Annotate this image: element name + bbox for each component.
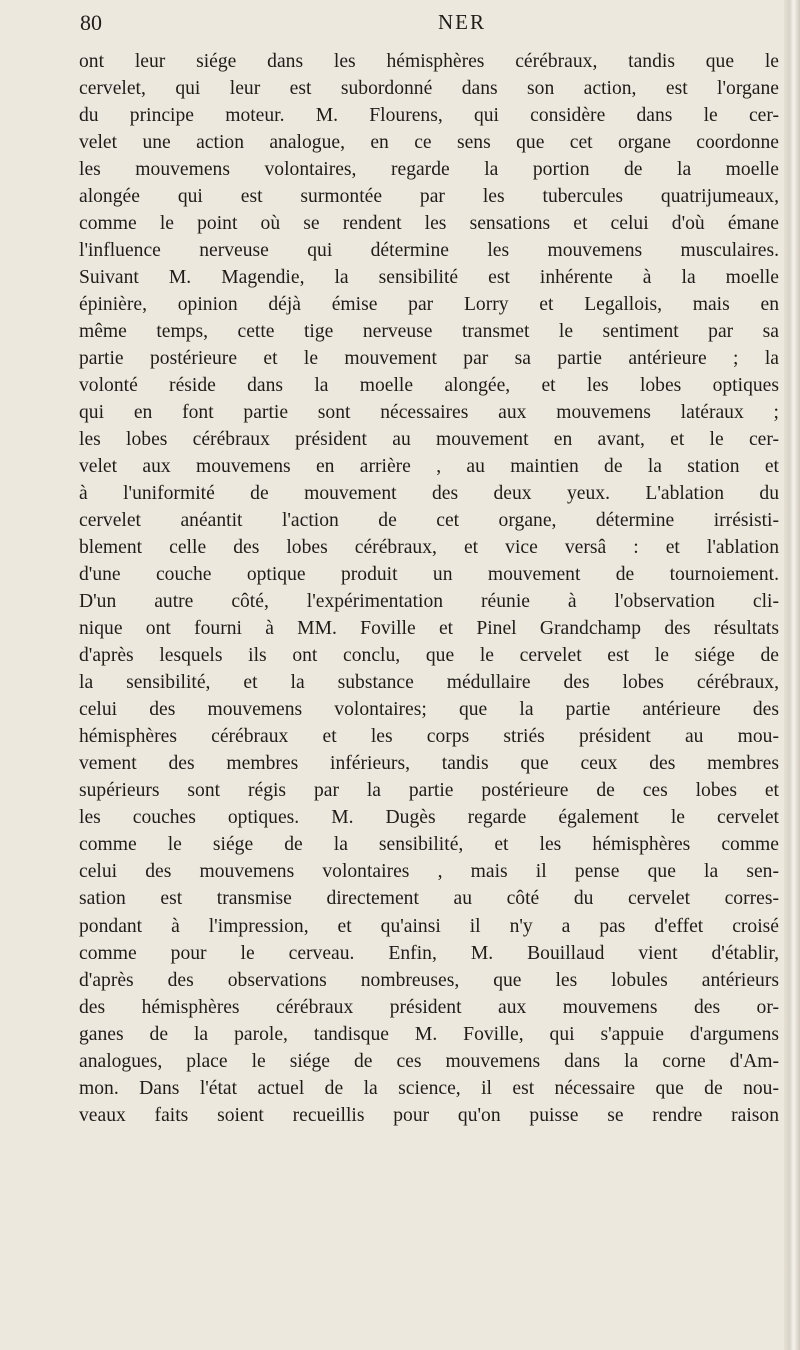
text-line: les couches optiques. M. Dugès regarde également le cervelet: [79, 807, 779, 829]
running-head: NER: [438, 10, 486, 34]
text-line: volonté réside dans la moelle alongée, et les lobes optiques: [79, 375, 779, 397]
text-line: des hémisphères cérébraux président aux mouvemens des or-: [79, 996, 779, 1018]
text-line: épinière, opinion déjà émise par Lorry et Legallois, mais en: [79, 294, 779, 316]
text-line: d'après lesquels ils ont conclu, que le cervelet est le siége de: [79, 645, 779, 667]
text-line: les lobes cérébraux président au mouvement en avant, et le cer-: [79, 429, 779, 451]
text-line: l'influence nerveuse qui détermine les mouvemens musculaires.: [79, 240, 779, 262]
text-line: d'une couche optique produit un mouvement de tournoiement.: [79, 564, 779, 586]
text-line: ont leur siége dans les hémisphères cérébraux, tandis que le: [79, 51, 779, 72]
text-line: alongée qui est surmontée par les tubercules quatrijumeaux,: [79, 186, 779, 208]
text-line: mon. Dans l'état actuel de la science, il est nécessaire que de nou-: [79, 1077, 779, 1099]
text-line: cervelet anéantit l'action de cet organe, détermine irrésisti-: [79, 510, 779, 532]
text-line: ganes de la parole, tandisque M. Foville, qui s'appuie d'argumens: [79, 1023, 779, 1045]
text-line: partie postérieure et le mouvement par sa partie antérieure ; la: [79, 348, 779, 370]
text-line: veaux faits soient recueillis pour qu'on puisse se rendre raison: [79, 1104, 779, 1126]
text-line: à l'uniformité de mouvement des deux yeux. L'ablation du: [79, 483, 779, 505]
text-line: même temps, cette tige nerveuse transmet le sentiment par sa: [79, 321, 779, 343]
text-line: comme le point où se rendent les sensations et celui d'où émane: [79, 213, 779, 235]
text-line: celui des mouvemens volontaires; que la partie antérieure des: [79, 699, 779, 721]
text-line: du principe moteur. M. Flourens, qui considère dans le cer-: [79, 105, 779, 127]
text-line: hémisphères cérébraux et les corps striés président au mou-: [79, 726, 779, 748]
text-line: analogues, place le siége de ces mouvemens dans la corne d'Am-: [79, 1050, 779, 1072]
text-line: la sensibilité, et la substance médullaire des lobes cérébraux,: [79, 672, 779, 694]
text-line: blement celle des lobes cérébraux, et vice versâ : et l'ablation: [79, 537, 779, 559]
text-line: d'après des observations nombreuses, que les lobules antérieurs: [79, 969, 779, 991]
text-line: comme pour le cerveau. Enfin, M. Bouillaud vient d'établir,: [79, 942, 779, 964]
page-header: [80, 10, 780, 50]
text-line: celui des mouvemens volontaires , mais il pense que la sen-: [79, 861, 779, 883]
text-line: cervelet, qui leur est subordonné dans son action, est l'organe: [79, 78, 779, 100]
text-line: Suivant M. Magendie, la sensibilité est inhérente à la moelle: [79, 267, 779, 289]
text-line: comme le siége de la sensibilité, et les hémisphères comme: [79, 834, 779, 856]
text-line: supérieurs sont régis par la partie postérieure de ces lobes et: [79, 780, 779, 802]
text-line: vement des membres inférieurs, tandis que ceux des membres: [79, 753, 779, 775]
text-line: nique ont fourni à MM. Foville et Pinel Grandchamp des résultats: [79, 618, 779, 640]
text-line: velet aux mouvemens en arrière , au maintien de la station et: [79, 456, 779, 478]
text-line: D'un autre côté, l'expérimentation réunie à l'observation cli-: [79, 591, 779, 613]
text-line: sation est transmise directement au côté du cervelet corres-: [79, 888, 779, 910]
text-line: pondant à l'impression, et qu'ainsi il n'y a pas d'effet croisé: [79, 915, 779, 937]
text-line: les mouvemens volontaires, regarde la portion de la moelle: [79, 159, 779, 181]
text-line: velet une action analogue, en ce sens que cet organe coordonne: [79, 132, 779, 154]
page-edge: [784, 0, 800, 1350]
body-text: [79, 48, 779, 1129]
text-line: qui en font partie sont nécessaires aux mouvemens latéraux ;: [79, 402, 779, 424]
page-number: 80: [80, 10, 102, 35]
